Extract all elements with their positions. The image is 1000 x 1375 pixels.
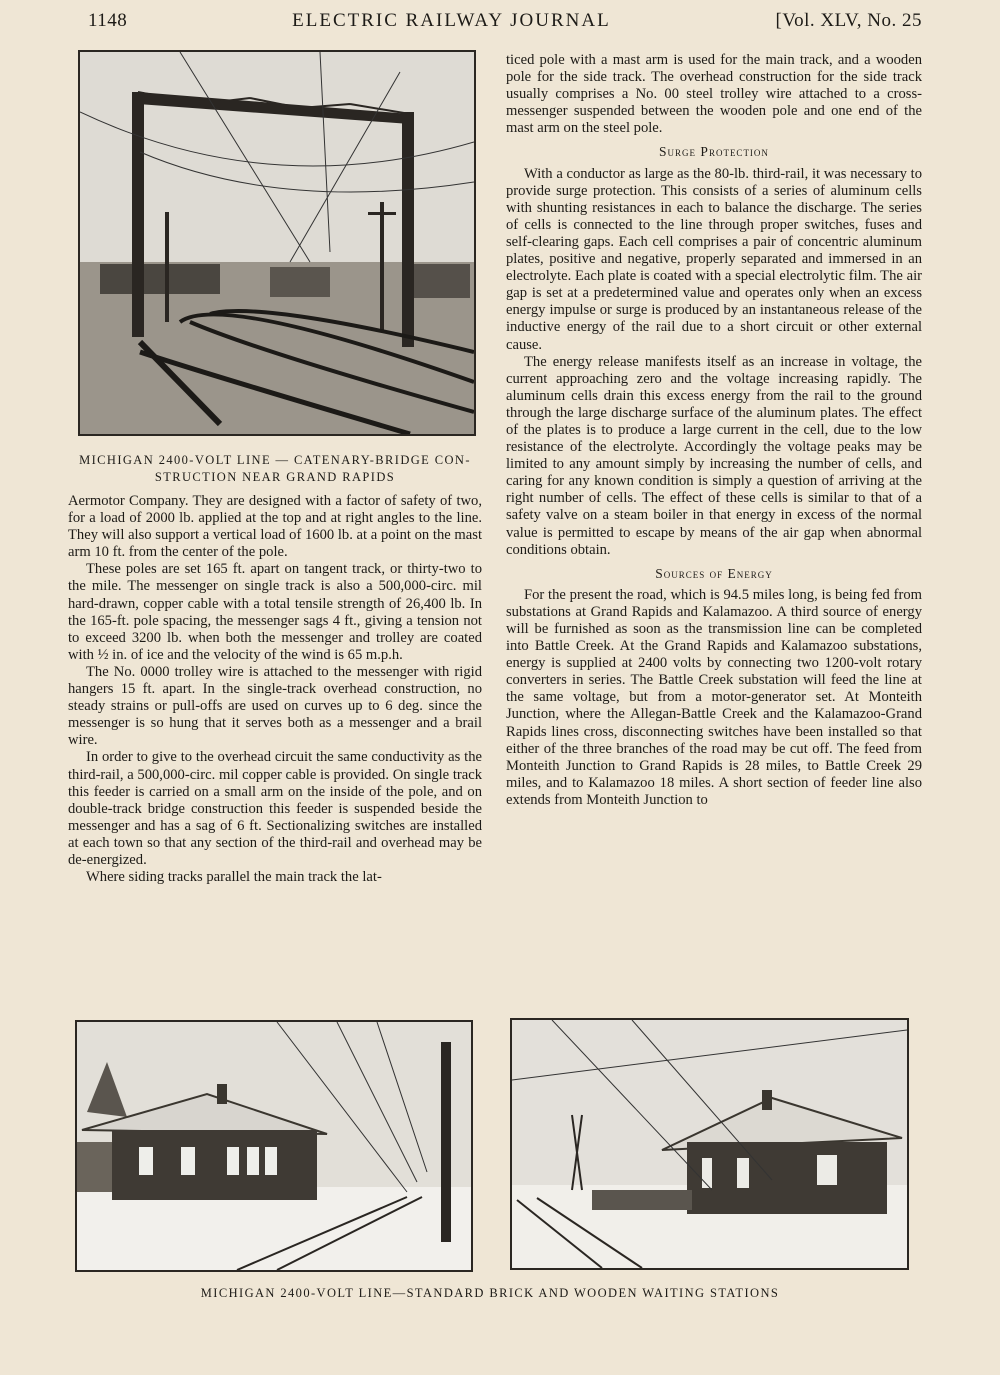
brick-station-photo <box>75 1020 473 1272</box>
surge-paragraph: The energy release manifests itself as an increase in voltage, the current approaching zero and the voltage increasing rapidly. The aluminum cells drain this excess energy from the rail to the ground through the large discharge surface of the aluminum plates. The effect of the plates is to produce a large current in the cell, due to the low resistance of the electrolyte. Accordingly the voltage peaks may be limited to any amount simply by increasing the number of cells, and caring for any known condition is simply a question of arriving at the right number of cells. The effect of these cells is similar to that of a safety valve on a steam boiler in that energy in excess of the normal value is permitted to escape by means of the air gap when abnormal conditions obtain. <box>506 353 922 558</box>
wooden-station-photo <box>510 1018 909 1270</box>
surge-paragraph: With a conductor as large as the 80-lb. third-rail, it was necessary to provide surge protection. This consists of a series of aluminum cells with shunting resistances in each to balance the discharge. The series of cells is connected to the line through proper switches, fuses and self-clearing gaps. Each cell comprises a pair of concentric aluminum plates, positive and negative, properly separated and immersed in an electrolyte. Each plate is coated with a special electrolytic film. The air gap is set at a predetermined value and operates only when an excess energy impulse or surge is produced by an instantaneous release of the inductive energy of the rail due to a short circuit or other external cause. <box>506 165 922 353</box>
left-paragraph: The No. 0000 trolley wire is attached to the messenger with rigid hangers 15 ft. apart. In the single-track overhead construction, no steady strains or pull-offs are used on curves up to 6 deg. since the messenger is so hung that it serves both as a messenger and a brail wire. <box>68 663 482 749</box>
top-caption-line1: MICHIGAN 2400-VOLT LINE — CATENARY-BRIDGE CON- <box>79 453 471 467</box>
journal-title: ELECTRIC RAILWAY JOURNAL <box>292 10 611 31</box>
left-column <box>68 493 482 886</box>
volume-number: [Vol. XLV, No. 25 <box>775 10 922 31</box>
left-paragraph: In order to give to the overhead circuit the same conductivity as the third-rail, a 500,000-circ. mil copper cable is provided. On single track this feeder is carried on a small arm on the inside of the pole, and on double-track bridge construction this feeder is suspended beside the messenger and has a sag of 6 ft. Sectionalizing switches are installed at each town so that any section of the third-rail and overhead may be de-energized. <box>68 749 482 868</box>
page-number: 1148 <box>88 10 128 31</box>
energy-paragraph: For the present the road, which is 94.5 miles long, is being fed from substations at Grand Rapids and Kalamazoo. A third source of energy will be furnished as soon as the transmission line can be completed into Battle Creek. At the Grand Rapids and Kalamazoo substations, energy is supplied at 2400 volts by connecting two 1200-volt rotary converters in series. The Battle Creek substation will feed the line at the same voltage, but from a motor-generator set. At Monteith Junction, where the Allegan-Battle Creek and the Kalamazoo-Grand Rapids lines cross, disconnecting switches have been installed so that either of the three branches of the road may be cut off. The feed from Monteith Junction to Grand Rapids is 28 miles, to Battle Creek 29 miles, and to Kalamazoo 18 miles. A short section of feeder line also extends from Monteith Junction to <box>506 586 922 808</box>
top-caption-line2: STRUCTION NEAR GRAND RAPIDS <box>154 470 396 484</box>
sources-of-energy-heading: Sources of Energy <box>655 565 773 581</box>
right-intro-paragraph: ticed pole with a mast arm is used for the main track, and a wooden pole for the side track. The overhead construction for the side track usually comprises a No. 00 steel trolley wire attached to a cross-messenger suspended between the wooden pole and one end of the mast arm on the steel pole. <box>506 52 922 137</box>
brick-station-illustration <box>77 1022 471 1270</box>
page-header <box>88 10 922 32</box>
left-paragraph: Aermotor Company. They are designed with a factor of safety of two, for a load of 2000 lb. applied at the top and at right angles to the line. They will also support a vertical load of 1600 lb. at a point on the mast arm 10 ft. from the center of the pole. <box>68 493 482 561</box>
bottom-figure-caption: MICHIGAN 2400-VOLT LINE—STANDARD BRICK AND WOODEN WAITING STATIONS <box>200 1286 780 1300</box>
top-figure-caption <box>60 452 490 486</box>
left-paragraph: These poles are set 165 ft. apart on tangent track, or thirty-two to the mile. The messenger on single track is also a 500,000-circ. mil hard-drawn, copper cable with a total tensile strength of 26,400 lb. In the 165-ft. pole spacing, the messenger sags 4 ft., giving a tension not to exceed 3200 lb. when both the messenger and trolley are coated with ½ in. of ice and the velocity of the wind is 65 m.p.h. <box>68 561 482 663</box>
catenary-bridge-photo <box>78 50 476 436</box>
left-paragraph: Where siding tracks parallel the main track the lat- <box>86 869 382 886</box>
surge-protection-heading: Surge Protection <box>659 144 769 160</box>
wooden-station-illustration <box>512 1020 907 1268</box>
right-column <box>506 52 922 809</box>
catenary-bridge-illustration <box>80 52 474 434</box>
